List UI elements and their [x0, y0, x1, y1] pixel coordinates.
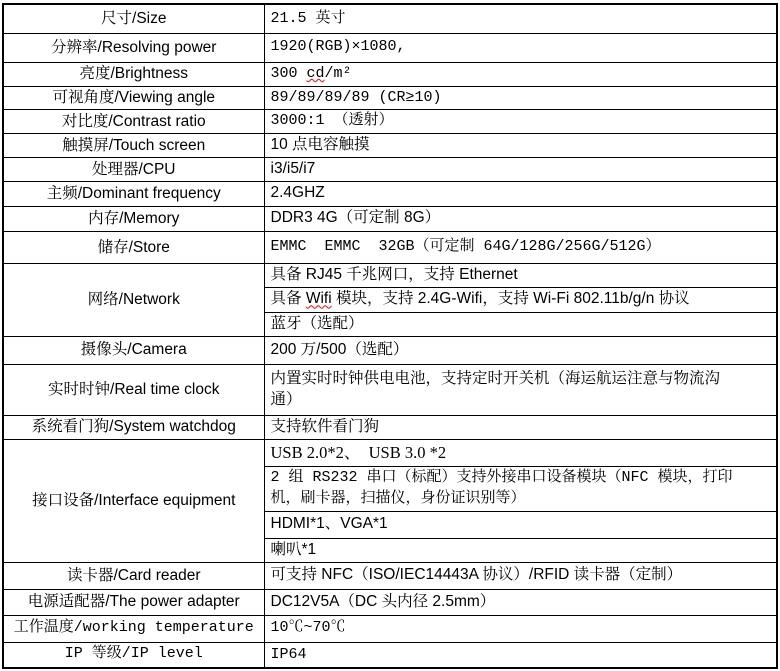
- label-viewing-angle: 可视角度/Viewing angle: [3, 86, 264, 109]
- label-resolution: 分辨率/Resolving power: [3, 33, 264, 62]
- value-power-adapter: DC12V5A（DC 头内径 2.5mm）: [264, 589, 777, 615]
- value-memory: DDR3 4G（可定制 8G）: [264, 206, 777, 231]
- value-size: 21.5 英寸: [264, 4, 777, 33]
- label-interface-equipment: 接口设备/Interface equipment: [3, 439, 264, 562]
- label-memory: 内存/Memory: [3, 206, 264, 231]
- value-storage: EMMC EMMC 32GB（可定制 64G/128G/256G/512G）: [264, 231, 777, 263]
- value-contrast-ratio: 3000:1 （透射）: [264, 109, 777, 133]
- value-card-reader: 可支持 NFC（ISO/IEC14443A 协议）/RFID 读卡器（定制）: [264, 562, 777, 589]
- value-text: 机，刷卡器，扫描仪，身份证识别等）: [270, 489, 526, 507]
- row-working-temperature: [3, 615, 777, 642]
- label-storage: 储存/Store: [3, 231, 264, 263]
- label-camera: 摄像头/Camera: [3, 336, 264, 364]
- value-working-temperature: 10℃~70℃: [264, 615, 777, 642]
- value-resolution: 1920(RGB)×1080,: [264, 33, 777, 62]
- value-watchdog: 支持软件看门狗: [264, 415, 777, 439]
- value-rtc: [264, 364, 777, 415]
- row-cpu: [3, 157, 777, 181]
- label-ip-level: IP 等级/IP level: [3, 642, 264, 668]
- row-storage: [3, 231, 777, 263]
- label-network: 网络/Network: [3, 263, 264, 336]
- row-size: [3, 4, 777, 33]
- row-contrast-ratio: [3, 109, 777, 133]
- row-touch-screen: [3, 133, 777, 157]
- misspelled-word: cd: [306, 64, 325, 82]
- value-frequency: 2.4GHZ: [264, 181, 777, 206]
- value-brightness: [264, 62, 777, 86]
- value-text: 300: [270, 64, 307, 82]
- label-cpu: 处理器/CPU: [3, 157, 264, 181]
- label-brightness: 亮度/Brightness: [3, 62, 264, 86]
- label-frequency: 主频/Dominant frequency: [3, 181, 264, 206]
- value-text: 内置实时时钟供电电池，支持定时开关机（海运航运注意与物流沟: [270, 369, 721, 387]
- value-network-ethernet: 具备 RJ45 千兆网口，支持 Ethernet: [264, 263, 777, 287]
- row-resolution: [3, 33, 777, 62]
- row-power-adapter: [3, 589, 777, 615]
- value-text: 模块，支持 2.4G-Wifi，支持 Wi-Fi 802.11b/g/n 协议: [331, 290, 690, 308]
- row-ip-level: [3, 642, 777, 668]
- row-network-ethernet: [3, 263, 777, 287]
- label-card-reader: 读卡器/Card reader: [3, 562, 264, 589]
- label-size: 尺寸/Size: [3, 4, 264, 33]
- row-watchdog: [3, 415, 777, 439]
- value-ip-level: IP64: [264, 642, 777, 668]
- row-interface-usb: [3, 439, 777, 466]
- label-power-adapter: 电源适配器/The power adapter: [3, 589, 264, 615]
- row-rtc: [3, 364, 777, 415]
- value-text: /m²: [324, 64, 352, 82]
- spec-table: [2, 3, 778, 669]
- row-viewing-angle: [3, 86, 777, 109]
- label-rtc: 实时时钟/Real time clock: [3, 364, 264, 415]
- value-interface-usb: USB 2.0*2、 USB 3.0 *2: [264, 439, 777, 466]
- value-interface-rs232: [264, 466, 777, 511]
- label-working-temperature: 工作温度/working temperature: [3, 615, 264, 642]
- value-cpu: i3/i5/i7: [264, 157, 777, 181]
- value-text: 通）: [270, 390, 302, 408]
- misspelled-word: Wifi: [305, 290, 332, 308]
- row-memory: [3, 206, 777, 231]
- value-interface-speaker: 喇叭*1: [264, 538, 777, 562]
- value-network-wifi: [264, 287, 777, 312]
- value-interface-hdmi-vga: HDMI*1、VGA*1: [264, 511, 777, 538]
- row-camera: [3, 336, 777, 364]
- row-frequency: [3, 181, 777, 206]
- value-text: 2 组 RS232 串口（标配）支持外接串口设备模块（NFC 模块，打印: [270, 469, 733, 487]
- value-touch-screen: 10 点电容触摸: [264, 133, 777, 157]
- value-network-bluetooth: 蓝牙（选配）: [264, 312, 777, 336]
- label-watchdog: 系统看门狗/System watchdog: [3, 415, 264, 439]
- value-text: 具备: [270, 290, 306, 308]
- value-camera: 200 万/500（选配）: [264, 336, 777, 364]
- value-viewing-angle: 89/89/89/89 (CR≥10): [264, 86, 777, 109]
- row-brightness: [3, 62, 777, 86]
- label-touch-screen: 触摸屏/Touch screen: [3, 133, 264, 157]
- row-card-reader: [3, 562, 777, 589]
- label-contrast-ratio: 对比度/Contrast ratio: [3, 109, 264, 133]
